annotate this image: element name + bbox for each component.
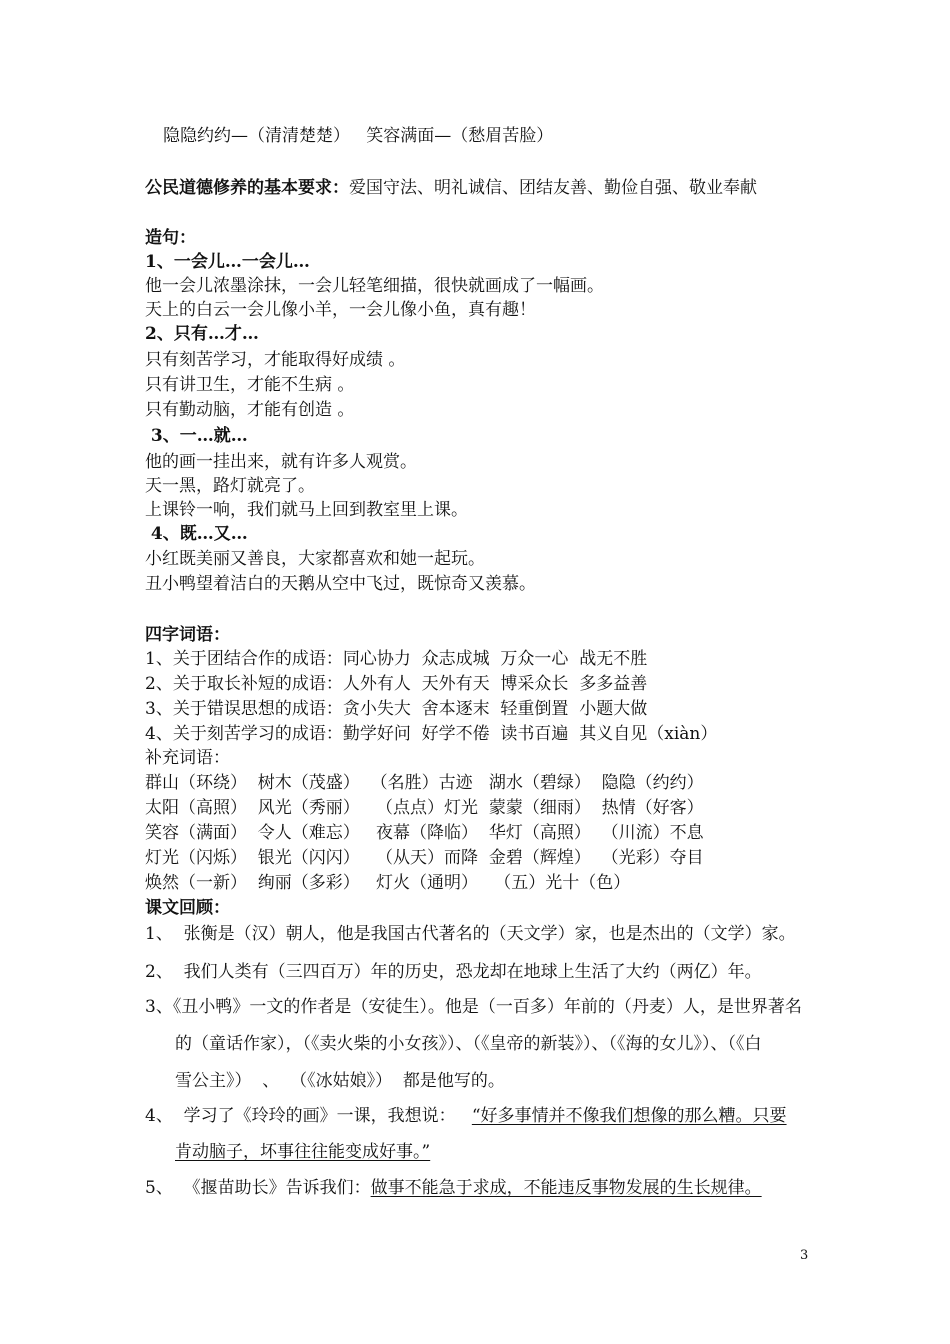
- civic-text: 爱国守法、明礼诚信、团结友善、勤俭自强、敬业奉献: [349, 178, 757, 198]
- sentence-example: 只有讲卫生，才能不生病 。: [145, 375, 355, 395]
- civic-requirements: [145, 176, 757, 200]
- antonyms-line: 隐隐约约—（清清楚楚） 笑容满面—（愁眉苦脸）: [163, 126, 554, 146]
- sentence-example: 天一黑，路灯就亮了。: [145, 476, 315, 496]
- sentence-group-title: 1、一会儿…一会儿…: [145, 252, 310, 272]
- review-question-2: 2、 我们人类有（三四百万）年的历史，恐龙却在地球上生活了大约（两亿）年。: [145, 962, 762, 982]
- review-question-4-prefix: 4、 学习了《玲玲的画》一课，我想说：: [145, 1106, 472, 1126]
- idiom-line: 1、关于团结合作的成语：同心协力 众志成城 万众一心 战无不胜: [145, 649, 648, 669]
- sentence-example: 丑小鸭望着洁白的天鹅从空中飞过，既惊奇又羡慕。: [145, 574, 536, 594]
- supplement-line: 笑容（满面） 令人（难忘） 夜幕（降临） 华灯（高照） （川流）不息: [145, 823, 704, 843]
- idiom-line: 4、关于刻苦学习的成语：勤学好问 好学不倦 读书百遍 其义自见（xiàn）: [145, 724, 718, 744]
- supplement-line: 太阳（高照） 风光（秀丽） （点点）灯光 蒙蒙（细雨） 热情（好客）: [145, 798, 704, 818]
- review-question-3-cont: 的（童话作家），（《卖火柴的小女孩》）、（《皇帝的新装》）、（《海的女儿》）、（《白: [175, 1034, 762, 1054]
- review-answer-5: 做事不能急于求成，不能违反事物发展的生长规律。: [370, 1178, 762, 1198]
- supplement-line: 焕然（一新） 绚丽（多彩） 灯火（通明） （五）光十（色）: [145, 873, 631, 893]
- review-question-3: 3、《丑小鸭》一文的作者是（安徒生）。他是（一百多）年前的（丹麦）人，是世界著名: [145, 997, 802, 1017]
- idiom-line: 3、关于错误思想的成语：贪小失大 舍本逐末 轻重倒置 小题大做: [145, 699, 648, 719]
- review-question-3-cont: 雪公主》） 、 （《冰姑娘》） 都是他写的。: [175, 1071, 505, 1091]
- review-question-5-prefix: 5、 《揠苗助长》告诉我们：: [145, 1178, 371, 1198]
- sentences-heading: 造句：: [145, 228, 196, 248]
- civic-label: 公民道德修养的基本要求：: [145, 178, 349, 198]
- sentence-example: 只有勤动脑，才能有创造 。: [145, 400, 355, 420]
- review-answer-4: “好多事情并不像我们想像的那么糟。只要: [471, 1106, 787, 1126]
- sentence-example: 他的画一挂出来，就有许多人观赏。: [145, 452, 417, 472]
- review-question-1: 1、 张衡是（汉）朝人，他是我国古代著名的（天文学）家，也是杰出的（文学）家。: [145, 924, 796, 944]
- idiom-line: 2、关于取长补短的成语：人外有人 天外有天 博采众长 多多益善: [145, 674, 648, 694]
- supplement-line: 灯光（闪烁） 银光（闪闪） （从天）而降 金碧（辉煌） （光彩）夺目: [145, 848, 704, 868]
- sentence-example: 只有刻苦学习，才能取得好成绩 。: [145, 350, 406, 370]
- supplement-label: 补充词语：: [145, 748, 230, 768]
- supplement-line: 群山（环绕） 树木（茂盛） （名胜）古迹 湖水（碧绿） 隐隐（约约）: [145, 773, 704, 793]
- review-heading: 课文回顾：: [145, 898, 230, 918]
- sentence-example: 小红既美丽又善良，大家都喜欢和她一起玩。: [145, 549, 485, 569]
- sentence-example: 天上的白云一会儿像小羊，一会儿像小鱼，真有趣！: [145, 300, 536, 320]
- review-question-4: [145, 1104, 787, 1128]
- idioms-heading: 四字词语：: [145, 625, 230, 645]
- sentence-example: 上课铃一响，我们就马上回到教室里上课。: [145, 500, 468, 520]
- review-answer-4-cont: 肯动脑子，坏事往往能变成好事。”: [175, 1142, 431, 1162]
- review-question-5: [145, 1176, 762, 1200]
- sentence-group-title: 4、既…又…: [145, 524, 248, 544]
- sentence-example: 他一会儿浓墨涂抹，一会儿轻笔细描，很快就画成了一幅画。: [145, 276, 604, 296]
- sentence-group-title: 2、只有…才…: [145, 324, 259, 344]
- sentence-group-title: 3、一…就…: [145, 426, 248, 446]
- page-number: 3: [800, 1248, 809, 1263]
